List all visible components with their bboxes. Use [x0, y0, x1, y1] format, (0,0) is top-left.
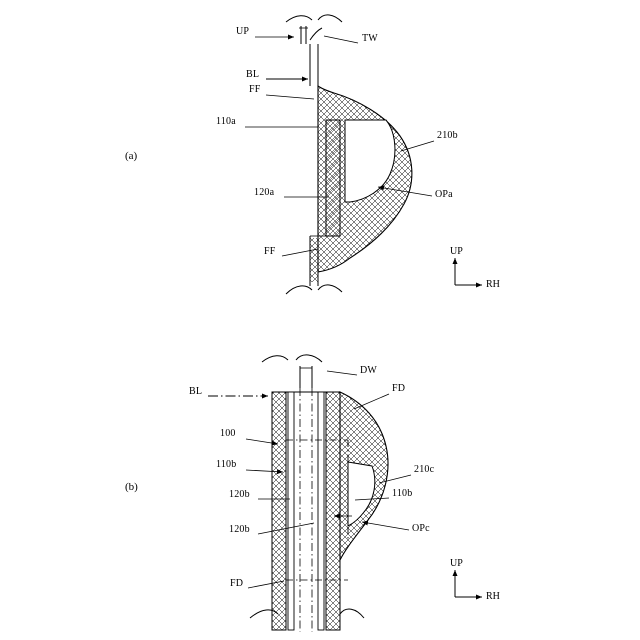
- figure-b-label: (b): [125, 481, 138, 493]
- callout-b-dw: DW: [360, 365, 378, 376]
- callout-b-120b-lower: 120b: [229, 524, 250, 535]
- callout-a-bl: BL: [246, 69, 260, 80]
- figure-b-left-wall: [272, 392, 286, 630]
- callout-b-120b-upper: 120b: [229, 489, 250, 500]
- axis-b-up-label: UP: [450, 558, 463, 569]
- figure-a-inner-wall: [326, 120, 340, 236]
- callout-a-210b: 210b: [437, 130, 458, 141]
- figure-b-inner-right: [318, 392, 324, 630]
- axis-a-rh-label: RH: [486, 279, 500, 290]
- callout-a-110a: 110a: [216, 116, 236, 127]
- callout-b-bl: BL: [189, 386, 203, 397]
- callout-b-fd-bottom: FD: [230, 578, 244, 589]
- callout-b-fd-top: FD: [392, 383, 406, 394]
- callout-a-opa: OPa: [435, 189, 453, 200]
- figure-b-right-wall: [326, 392, 340, 630]
- callout-b-210c: 210c: [414, 464, 435, 475]
- callout-b-100: 100: [220, 428, 236, 439]
- axis-a-up-label: UP: [450, 246, 463, 257]
- callout-b-opc: OPc: [412, 523, 430, 534]
- axis-b-rh-label: RH: [486, 591, 500, 602]
- callout-a-tw: TW: [362, 33, 378, 44]
- callout-b-110b-left: 110b: [216, 459, 237, 470]
- figure-b-inner-left: [288, 392, 294, 630]
- callout-a-up: UP: [236, 26, 250, 37]
- callout-a-120a: 120a: [254, 187, 275, 198]
- callout-a-ff-bottom: FF: [264, 246, 276, 257]
- callout-a-ff-top: FF: [249, 84, 261, 95]
- figure-a-label: (a): [125, 150, 138, 162]
- figure-a-artwork: [245, 15, 482, 294]
- callout-b-110b-right: 110b: [392, 488, 413, 499]
